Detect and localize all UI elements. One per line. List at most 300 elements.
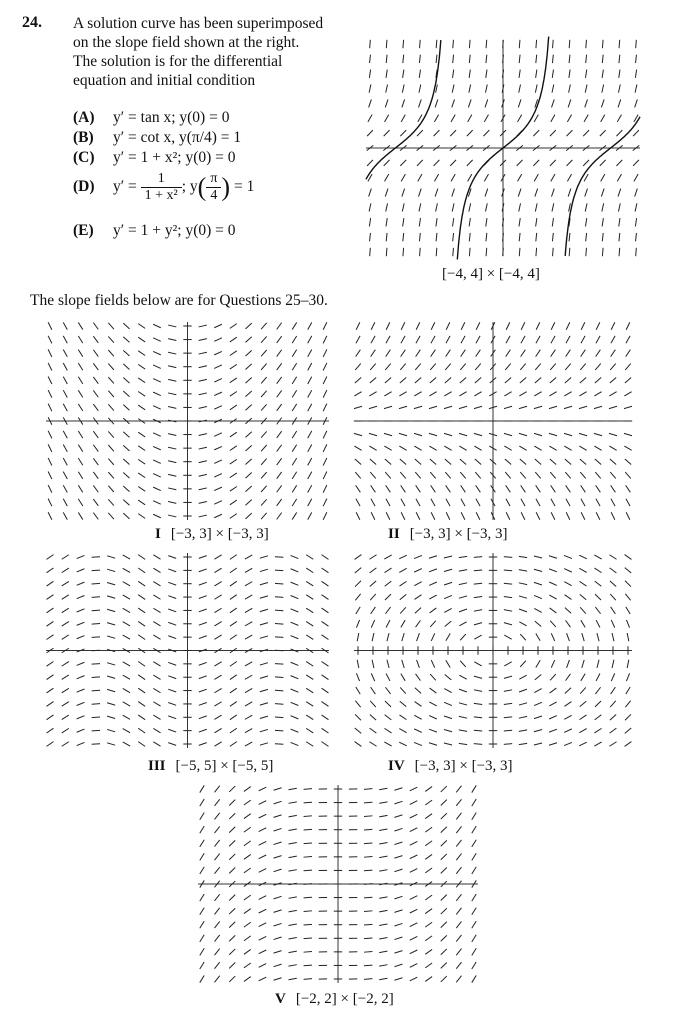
slope-segment <box>521 499 525 506</box>
slope-segment <box>199 743 207 746</box>
slope-segment <box>214 324 222 327</box>
slope-segment <box>535 84 537 92</box>
slope-segment <box>277 445 282 452</box>
slope-segment <box>461 512 465 520</box>
slope-segment <box>461 336 465 343</box>
slope-segment <box>551 322 555 330</box>
slope-segment <box>450 160 456 166</box>
slope-segment <box>93 336 98 343</box>
slope-segment <box>474 744 482 745</box>
field-caption-II <box>388 526 508 543</box>
slope-segment <box>245 513 251 519</box>
slope-field-III <box>46 553 329 748</box>
choice-c[interactable] <box>73 149 236 167</box>
slope-segment <box>624 392 631 396</box>
slope-segment <box>260 716 268 718</box>
slope-segment <box>92 677 100 678</box>
slope-segment <box>62 635 69 640</box>
slope-segment <box>215 976 220 983</box>
slope-segment <box>566 485 571 492</box>
slope-segment <box>108 431 114 437</box>
slope-segment <box>610 728 617 733</box>
slope-segment <box>410 787 418 791</box>
slope-segment <box>469 218 470 226</box>
slope-segment <box>536 634 540 641</box>
slope-segment <box>594 568 601 573</box>
slope-segment <box>291 609 299 612</box>
slope-segment <box>550 472 555 478</box>
slope-segment <box>292 512 296 519</box>
slope-segment <box>370 364 375 370</box>
slope-segment <box>245 662 252 666</box>
field-window: [−3, 3] × [−3, 3] <box>170 526 269 542</box>
slope-segment <box>459 446 466 450</box>
slope-segment <box>48 472 52 480</box>
slope-segment <box>214 715 221 719</box>
slope-segment <box>304 789 312 790</box>
slope-segment <box>259 855 267 859</box>
slope-segment <box>399 729 406 733</box>
slope-segment <box>425 814 432 819</box>
slope-segment <box>520 472 525 478</box>
slope-segment <box>429 569 437 572</box>
slope-segment <box>461 499 465 506</box>
slope-segment <box>153 460 161 463</box>
slope-segment <box>444 702 452 705</box>
slope-segment <box>261 499 267 505</box>
slope-segment <box>431 322 435 330</box>
slope-segment <box>420 248 421 256</box>
slope-segment <box>304 816 312 817</box>
slope-segment <box>308 363 312 370</box>
slope-segment <box>444 569 452 571</box>
slope-segment <box>536 350 541 357</box>
slope-segment <box>77 622 85 625</box>
slope-segment <box>199 569 207 572</box>
slope-segment <box>594 555 601 559</box>
slope-segment <box>519 583 527 585</box>
slope-segment <box>402 84 404 92</box>
slope-segment <box>467 160 473 166</box>
slope-segment <box>370 55 371 63</box>
slope-segment <box>410 977 418 981</box>
slope-segment <box>153 433 161 436</box>
slope-segment <box>78 512 82 519</box>
slope-segment <box>567 633 570 641</box>
slope-segment <box>355 378 361 384</box>
slope-segment <box>367 130 373 136</box>
slope-segment <box>441 963 447 969</box>
slope-segment <box>214 501 222 504</box>
slope-segment <box>259 964 267 968</box>
slope-segment <box>274 910 282 913</box>
slope-segment <box>431 512 435 520</box>
slope-segment <box>261 445 267 451</box>
slope-segment <box>616 160 622 166</box>
slope-segment <box>274 801 282 804</box>
choice-e[interactable] <box>73 222 236 240</box>
slope-segment <box>414 555 422 558</box>
slope-segment <box>386 673 390 680</box>
slope-segment <box>472 962 476 969</box>
slope-segment <box>450 130 456 136</box>
slope-segment <box>386 233 387 241</box>
slope-segment <box>505 472 510 478</box>
slope-segment <box>385 687 390 694</box>
slope-segment <box>519 596 527 598</box>
slope-segment <box>379 910 387 911</box>
slope-segment <box>400 687 406 693</box>
slope-segment <box>123 350 129 356</box>
slope-segment <box>549 702 556 706</box>
slope-segment <box>92 717 100 718</box>
slope-segment <box>261 391 267 397</box>
slope-segment <box>446 660 450 667</box>
slope-segment <box>200 826 204 833</box>
slope-segment <box>108 486 114 492</box>
slope-segment <box>153 702 160 706</box>
slope-segment <box>549 446 556 450</box>
slope-segment <box>564 433 572 435</box>
slope-segment <box>357 633 359 641</box>
slope-segment <box>456 962 461 969</box>
slope-segment <box>416 512 420 520</box>
slope-segment <box>451 174 455 181</box>
slope-segment <box>610 378 616 384</box>
slope-segment <box>78 458 82 465</box>
slope-segment <box>586 55 587 63</box>
slope-segment <box>415 688 421 694</box>
slope-segment <box>453 233 454 241</box>
slope-segment <box>549 569 557 572</box>
slope-segment <box>199 716 207 719</box>
slope-segment <box>415 459 421 465</box>
slope-segment <box>138 446 145 451</box>
slope-segment <box>519 70 520 78</box>
slope-segment <box>459 392 466 396</box>
slope-segment <box>425 827 432 832</box>
slope-segment <box>472 948 476 955</box>
slope-segment <box>453 248 454 256</box>
slope-segment <box>379 965 387 966</box>
slope-segment <box>419 203 421 211</box>
slope-segment <box>469 84 471 92</box>
slope-segment <box>503 248 504 256</box>
slope-segment <box>92 650 100 651</box>
slope-segment <box>275 690 283 691</box>
slope-segment <box>394 937 402 940</box>
slope-segment <box>322 728 329 733</box>
slope-segment <box>77 689 85 692</box>
slope-segment <box>474 433 482 435</box>
slope-segment <box>230 581 237 586</box>
slope-segment <box>386 248 387 256</box>
slope-segment <box>364 843 372 844</box>
slope-segment <box>245 608 252 612</box>
slope-segment <box>384 728 391 733</box>
slope-segment <box>635 84 637 92</box>
slope-segment <box>626 322 630 330</box>
slope-segment <box>63 512 67 519</box>
slope-segment <box>214 742 221 746</box>
slope-segment <box>153 555 160 559</box>
slope-segment <box>552 233 553 241</box>
slope-segment <box>304 952 312 953</box>
slope-segment <box>566 620 571 627</box>
slope-segment <box>568 99 571 107</box>
slope-segment <box>505 378 511 384</box>
slope-segment <box>289 938 297 939</box>
slope-segment <box>78 404 82 411</box>
slope-segment <box>357 660 359 668</box>
slope-segment <box>394 896 402 899</box>
choice-a[interactable] <box>73 109 229 127</box>
slope-segment <box>399 555 407 559</box>
slope-segment <box>504 690 512 692</box>
slope-segment <box>107 636 115 638</box>
slope-segment <box>553 248 554 256</box>
slope-segment <box>93 513 98 520</box>
slope-segment <box>627 633 629 641</box>
slope-segment <box>418 115 422 122</box>
slope-segment <box>322 635 329 640</box>
slope-segment <box>635 203 637 211</box>
slope-segment <box>564 729 572 733</box>
slope-segment <box>549 582 557 585</box>
argument-fraction <box>206 171 221 204</box>
slope-segment <box>291 622 299 625</box>
slope-segment <box>153 474 161 477</box>
slope-segment <box>138 486 145 491</box>
slope-segment <box>429 446 436 450</box>
choice-b[interactable] <box>73 129 241 147</box>
slope-segment <box>619 70 620 78</box>
slope-segment <box>415 702 422 707</box>
slope-segment <box>47 661 54 666</box>
slope-segment <box>435 189 438 197</box>
slope-segment <box>308 349 312 356</box>
slope-segment <box>403 233 404 241</box>
slope-segment <box>595 701 601 707</box>
slope-segment <box>626 673 629 681</box>
slope-segment <box>467 130 473 136</box>
slope-segment <box>536 218 537 226</box>
slope-segment <box>371 336 375 343</box>
slope-segment <box>93 363 98 370</box>
slope-segment <box>385 594 391 600</box>
slope-segment <box>277 363 282 370</box>
slope-segment <box>610 364 615 370</box>
slope-segment <box>385 715 392 720</box>
slope-segment <box>138 702 145 707</box>
stem-line: equation and initial condition <box>73 72 256 89</box>
slope-segment <box>484 174 488 181</box>
slope-segment <box>399 406 407 408</box>
slope-segment <box>385 99 388 107</box>
slope-segment <box>386 350 391 357</box>
slope-segment <box>308 336 312 343</box>
slope-segment <box>214 688 221 692</box>
slope-segment <box>581 674 585 681</box>
slope-segment <box>505 459 511 465</box>
slope-segment <box>322 715 329 720</box>
slope-segment <box>168 393 176 395</box>
slope-segment <box>200 799 204 806</box>
slope-segment <box>107 689 115 691</box>
slope-segment <box>519 203 521 211</box>
slope-segment <box>386 322 390 330</box>
slope-segment <box>355 555 362 560</box>
slope-segment <box>138 621 145 626</box>
slope-segment <box>78 445 82 452</box>
slope-segment <box>138 715 145 720</box>
slope-segment <box>138 688 145 693</box>
slope-segment <box>230 351 237 356</box>
slope-segment <box>518 174 522 181</box>
slope-segment <box>244 868 251 873</box>
slope-segment <box>521 322 525 330</box>
slope-segment <box>108 513 114 519</box>
slope-segment <box>63 431 67 438</box>
slope-segment <box>475 459 481 465</box>
slope-segment <box>534 433 542 435</box>
slope-segment <box>425 977 432 982</box>
slope-segment <box>549 556 557 559</box>
slope-segment <box>595 459 601 465</box>
slope-segment <box>550 364 555 370</box>
slope-segment <box>260 583 268 585</box>
slope-segment <box>123 337 129 343</box>
slope-segment <box>229 976 235 982</box>
slope-segment <box>429 556 437 559</box>
field-roman: I <box>155 526 161 542</box>
slope-segment <box>594 742 601 746</box>
fraction <box>141 171 182 204</box>
slope-segment <box>230 702 237 707</box>
slope-segment <box>436 40 437 48</box>
slope-segment <box>417 130 423 136</box>
slope-segment <box>518 115 522 122</box>
slope-segment <box>274 978 282 981</box>
slope-segment <box>259 841 267 845</box>
slope-segment <box>425 895 432 900</box>
slope-segment <box>551 115 555 122</box>
slope-segment <box>245 688 252 692</box>
slope-segment <box>289 924 297 925</box>
slope-segment <box>550 459 556 465</box>
slope-segment <box>536 336 540 343</box>
slope-segment <box>504 583 512 584</box>
field-caption-I <box>155 526 269 543</box>
slope-segment <box>581 512 585 520</box>
slope-segment <box>306 662 313 667</box>
slope-segment <box>214 555 221 559</box>
slope-segment <box>230 324 237 329</box>
slope-segment <box>379 829 387 830</box>
slope-segment <box>92 570 100 571</box>
slope-segment <box>534 556 542 558</box>
slope-segment <box>275 717 283 718</box>
slope-segment <box>322 661 329 666</box>
slope-segment <box>394 910 402 913</box>
slope-segment <box>401 174 405 181</box>
slope-segment <box>534 743 542 745</box>
slope-segment <box>230 608 237 613</box>
slope-segment <box>534 446 541 450</box>
slope-segment <box>474 717 482 718</box>
slope-segment <box>291 676 299 679</box>
slope-segment <box>274 923 282 926</box>
slope-segment <box>138 635 145 640</box>
slope-segment <box>597 633 599 641</box>
slope-segment <box>153 582 160 586</box>
slope-segment <box>469 248 470 256</box>
slope-segment <box>486 218 487 226</box>
slope-segment <box>444 716 452 719</box>
slope-segment <box>215 826 220 833</box>
slope-segment <box>460 364 465 370</box>
slope-segment <box>93 404 98 411</box>
slope-segment <box>519 40 520 48</box>
slope-segment <box>92 597 100 598</box>
slope-segment <box>474 662 481 666</box>
slope-segment <box>230 595 237 600</box>
slope-segment <box>259 828 267 832</box>
slope-segment <box>536 40 537 48</box>
slope-field-II <box>354 322 632 520</box>
slope-segment <box>626 350 631 357</box>
slope-segment <box>580 459 586 465</box>
slope-segment <box>230 364 237 369</box>
slope-segment <box>586 248 587 256</box>
slope-segment <box>199 379 207 381</box>
choice-d[interactable]: (D) y′ = $\frac{1}{\text{1 + x²}}$ ; y( $\frac{\pi}{4}$ ) = 1 <box>73 171 255 203</box>
slope-segment <box>609 406 617 408</box>
slope-segment <box>459 689 467 692</box>
slope-segment <box>379 978 387 979</box>
slope-segment <box>410 869 418 873</box>
slope-segment <box>586 218 587 226</box>
slope-segment <box>138 473 145 478</box>
slope-segment <box>456 908 461 915</box>
slope-segment <box>356 485 361 492</box>
slope-segment <box>245 432 251 438</box>
slope-segment <box>568 189 571 197</box>
slope-segment <box>385 174 389 181</box>
slope-segment <box>356 336 360 343</box>
slope-segment <box>414 569 422 573</box>
slope-segment <box>364 802 372 803</box>
slope-segment <box>434 160 440 166</box>
slope-segment <box>245 459 251 465</box>
slope-segment <box>78 499 82 506</box>
slope-segment <box>168 569 176 572</box>
slope-segment <box>62 608 69 613</box>
slope-segment <box>107 569 115 571</box>
slope-segment <box>364 924 372 925</box>
slope-segment <box>550 688 557 693</box>
slope-segment <box>461 322 465 330</box>
slope-segment <box>626 512 630 520</box>
slope-segment <box>364 789 372 790</box>
slope-segment <box>370 594 376 600</box>
slope-segment <box>459 583 467 585</box>
slope-segment <box>199 556 207 559</box>
slope-segment <box>274 828 282 831</box>
slope-segment <box>436 233 437 241</box>
slope-segment <box>47 742 54 747</box>
slope-segment <box>323 431 327 439</box>
